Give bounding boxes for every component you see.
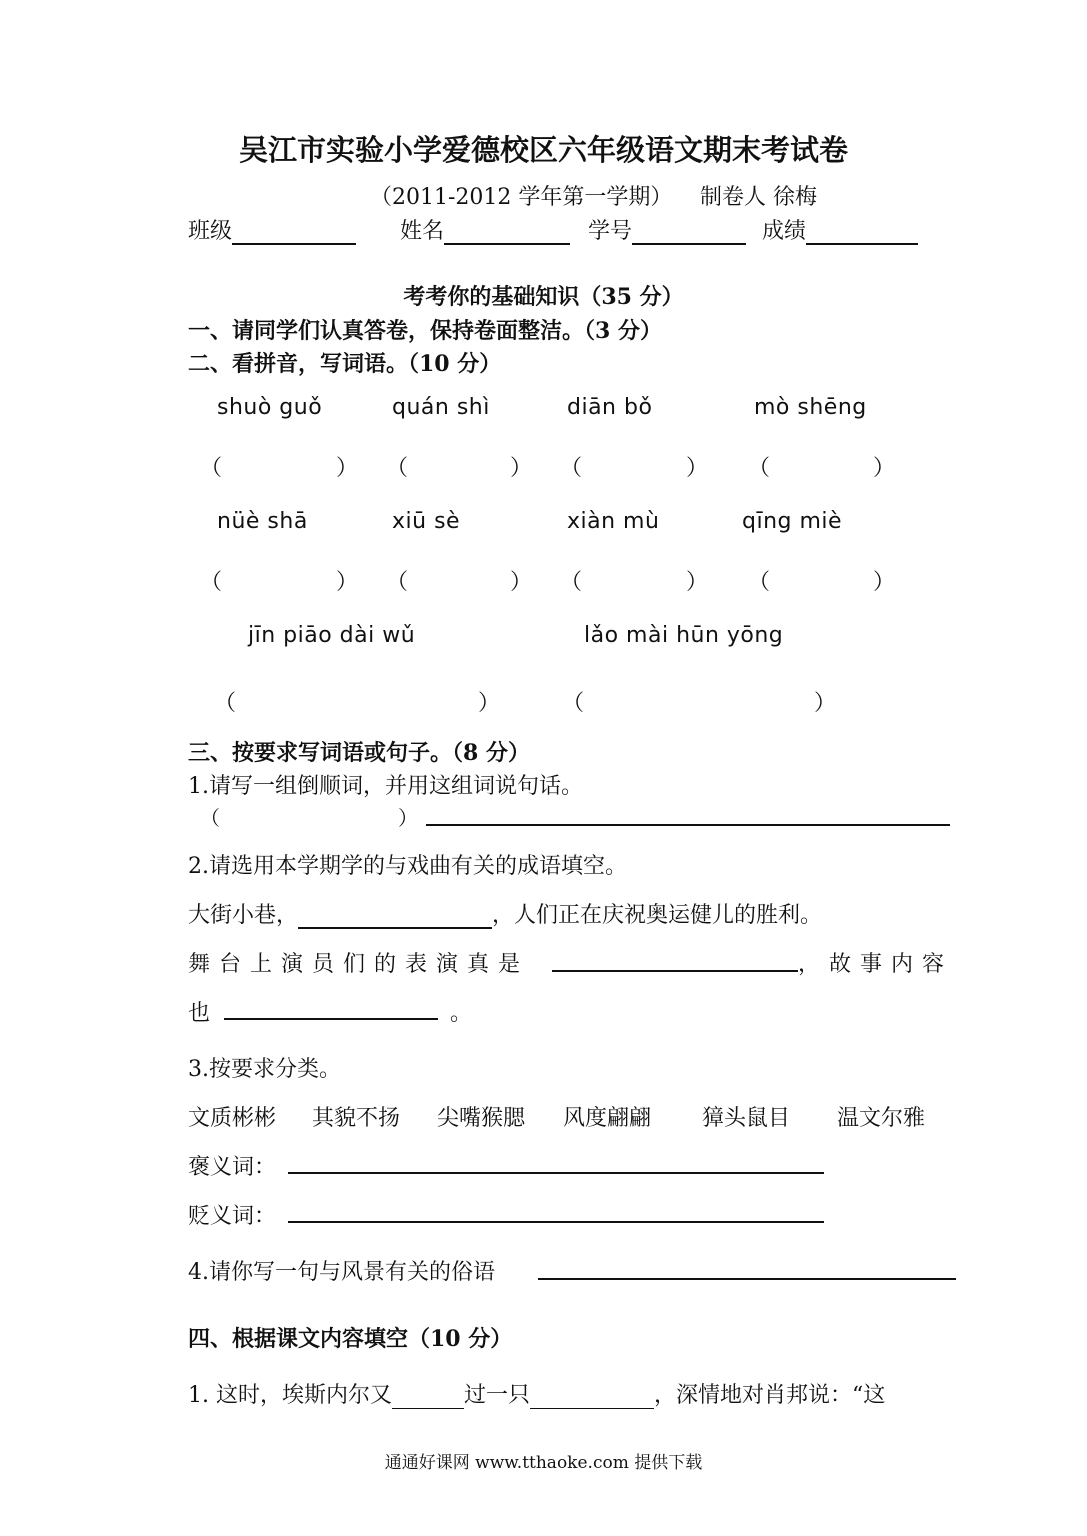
answer-paren-close: ）: [478, 691, 501, 716]
pinyin-7: xiàn mù: [567, 509, 660, 534]
student-id-blank[interactable]: [632, 221, 746, 245]
object-blank[interactable]: [530, 1386, 654, 1409]
fill-sentence-1: [188, 898, 822, 929]
answer-paren-close: ）: [814, 691, 837, 716]
score-blank[interactable]: [806, 221, 918, 245]
question-3-title: 三、按要求写词语或句子。（8 分）: [188, 740, 530, 766]
answer-paren-open: （: [560, 570, 583, 595]
question-3-4: 4.请你写一句与风景有关的俗语: [188, 1260, 495, 1285]
score-field: [762, 214, 918, 245]
exam-maker: 制卷人 徐梅: [700, 185, 817, 210]
idiom-blank-2[interactable]: [552, 970, 798, 972]
question-3-2: 2.请选用本学期学的与戏曲有关的成语填空。: [188, 854, 627, 879]
q4-1-part-c: ，深情地对肖邦说：“这: [654, 1383, 886, 1408]
name-field: [400, 214, 570, 245]
proverb-answer-line[interactable]: [538, 1278, 956, 1280]
idiom-word: 风度翩翩: [563, 1106, 652, 1131]
q4-1-part-a: 1. 这时，埃斯内尔又: [188, 1383, 392, 1408]
answer-paren-close: ）: [686, 456, 709, 481]
idiom-word: 尖嘴猴腮: [437, 1106, 526, 1131]
student-id-label: 学号: [588, 219, 633, 244]
pinyin-10: lǎo mài hūn yōng: [584, 623, 784, 648]
derogatory-answer-line[interactable]: [288, 1221, 824, 1223]
sentence-2-end: ，故事内容: [798, 952, 954, 977]
question-4-1: [188, 1378, 885, 1409]
idiom-word: 温文尔雅: [837, 1106, 926, 1131]
sentence-3-start: 也: [188, 1001, 211, 1026]
name-label: 姓名: [400, 219, 445, 244]
sentence-2-start: 舞台上演员们的表演真是: [188, 952, 530, 977]
praise-label: 褒义词：: [188, 1155, 277, 1180]
idiom-word: 其貌不扬: [312, 1106, 401, 1131]
answer-paren-open: （: [200, 806, 220, 830]
answer-paren-open: （: [748, 570, 771, 595]
answer-paren-close: ）: [398, 806, 418, 830]
answer-paren-close: ）: [873, 456, 896, 481]
q4-1-part-b: 过一只: [463, 1383, 530, 1408]
answer-paren-open: （: [562, 691, 585, 716]
question-1: 一、请同学们认真答卷，保持卷面整洁。（3 分）: [188, 318, 662, 344]
idiom-blank-3[interactable]: [224, 1018, 438, 1020]
class-blank[interactable]: [232, 221, 356, 245]
pinyin-2: quán shì: [392, 395, 490, 420]
praise-answer-line[interactable]: [288, 1172, 824, 1174]
answer-paren-open: （: [386, 570, 409, 595]
class-field: [188, 214, 356, 245]
pinyin-4: mò shēng: [754, 395, 867, 420]
answer-paren-open: （: [200, 456, 223, 481]
answer-paren-close: ）: [686, 570, 709, 595]
idiom-word: 獐头鼠目: [702, 1106, 791, 1131]
answer-paren-open: （: [200, 570, 223, 595]
answer-paren-open: （: [748, 456, 771, 481]
answer-line[interactable]: [426, 824, 950, 826]
footer-source: 通通好课网 www.tthaoke.com 提供下载: [384, 1453, 703, 1473]
pinyin-9: jīn piāo dài wǔ: [248, 623, 416, 648]
sentence-1-end: ，人们正在庆祝奥运健儿的胜利。: [492, 903, 823, 928]
score-label: 成绩: [762, 219, 807, 244]
sentence-1-start: 大街小巷，: [188, 903, 299, 928]
answer-paren-open: （: [560, 456, 583, 481]
class-label: 班级: [188, 219, 233, 244]
answer-paren-close: ）: [336, 570, 359, 595]
answer-paren-close: ）: [873, 570, 896, 595]
exam-title: 吴江市实验小学爱德校区六年级语文期末考试卷: [238, 133, 848, 167]
sentence-3-end: 。: [450, 1001, 473, 1026]
exam-term: （2011-2012 学年第一学期）: [370, 185, 673, 210]
idiom-blank-1[interactable]: [298, 905, 492, 929]
student-id-field: [588, 214, 746, 245]
pinyin-8: qīng miè: [742, 509, 843, 534]
answer-paren-open: （: [386, 456, 409, 481]
answer-paren-close: ）: [510, 456, 533, 481]
pinyin-6: xiū sè: [392, 509, 461, 534]
pinyin-1: shuò guǒ: [217, 395, 323, 420]
name-blank[interactable]: [444, 221, 570, 245]
pinyin-5: nüè shā: [217, 509, 308, 534]
answer-paren-close: ）: [336, 456, 359, 481]
section-title: 考考你的基础知识（35 分）: [403, 284, 684, 310]
question-3-1: 1.请写一组倒顺词，并用这组词说句话。: [188, 774, 583, 799]
derogatory-label: 贬义词：: [188, 1204, 277, 1229]
question-3-3: 3.按要求分类。: [188, 1057, 341, 1082]
pinyin-3: diān bǒ: [567, 395, 653, 420]
verb-blank[interactable]: [392, 1386, 464, 1409]
idiom-word: 文质彬彬: [188, 1106, 277, 1131]
question-2-title: 二、看拼音，写词语。（10 分）: [188, 351, 502, 377]
answer-paren-open: （: [214, 691, 237, 716]
answer-paren-close: ）: [510, 570, 533, 595]
question-4-title: 四、根据课文内容填空（10 分）: [188, 1326, 513, 1352]
